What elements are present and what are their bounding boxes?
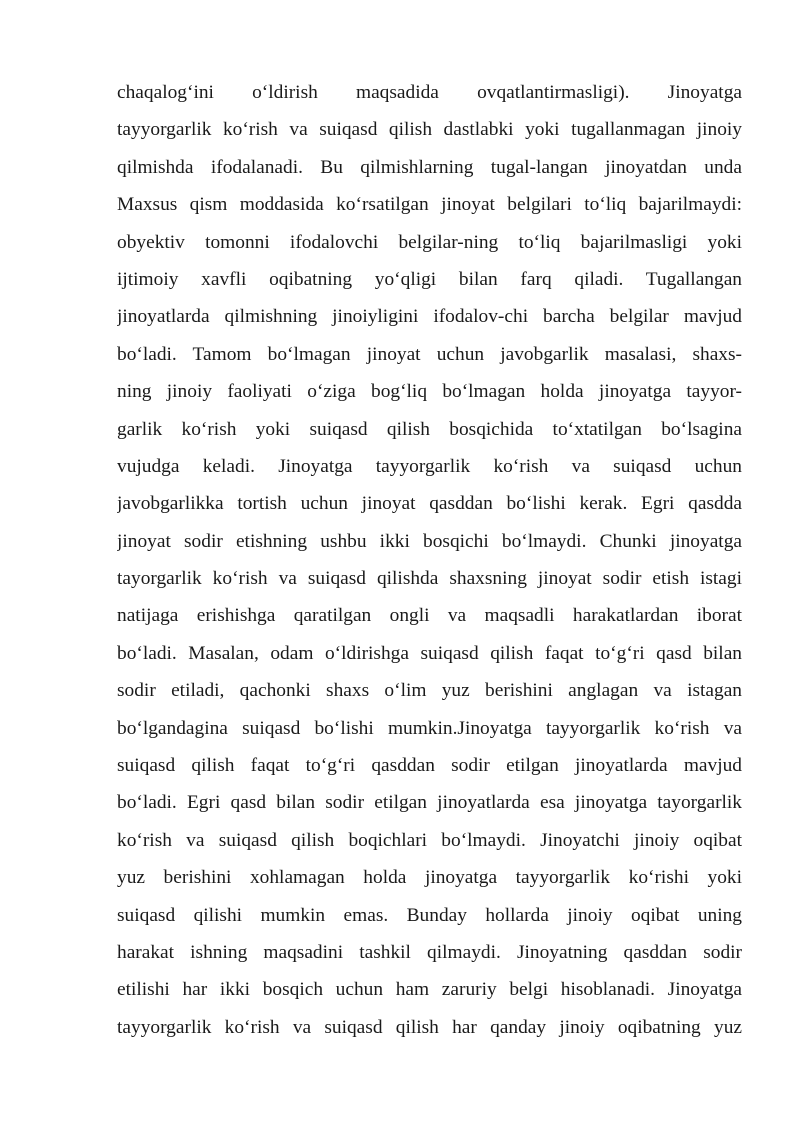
- text-line: jinoyatlarda qilmishning jinoiyligini ifodalov-chi barcha belgilar mavjud: [117, 306, 742, 328]
- text-line: bo‘ladi. Tamom bo‘lmagan jinoyat uchun javobgarlik masalasi, shaxs-: [117, 343, 742, 365]
- text-line: bo‘ladi. Egri qasd bilan sodir etilgan jinoyatlarda esa jinoyatga tayorgarlik: [117, 792, 742, 814]
- text-line: vujudga keladi. Jinoyatga tayyorgarlik ko‘rish va suiqasd uchun: [117, 455, 742, 477]
- text-line: qilmishda ifodalanadi. Bu qilmishlarning tugal-langan jinoyatdan unda: [117, 156, 742, 178]
- text-line: yuz berishini xohlamagan holda jinoyatga tayyorgarlik ko‘rishi yoki: [117, 867, 742, 889]
- text-line: ijtimoiy xavfli oqibatning yo‘qligi bilan farq qiladi. Tugallangan: [117, 268, 742, 290]
- text-line: suiqasd qilishi mumkin emas. Bunday hollarda jinoiy oqibat uning: [117, 904, 742, 926]
- text-line: tayyorgarlik ko‘rish va suiqasd qilish har qanday jinoiy oqibatning yuz: [117, 1016, 742, 1038]
- text-line: tayorgarlik ko‘rish va suiqasd qilishda shaxsning jinoyat sodir etish istagi: [117, 568, 742, 590]
- text-line: garlik ko‘rish yoki suiqasd qilish bosqichida to‘xtatilgan bo‘lsagina: [117, 418, 742, 440]
- text-line: javobgarlikka tortish uchun jinoyat qasddan bo‘lishi kerak. Egri qasdda: [117, 493, 742, 515]
- text-line: Maxsus qism moddasida ko‘rsatilgan jinoyat belgilari to‘liq bajarilmaydi:: [117, 194, 742, 216]
- text-line: natijaga erishishga qaratilgan ongli va maqsadli harakatlardan iborat: [117, 605, 742, 627]
- text-line: bo‘ladi. Masalan, odam o‘ldirishga suiqasd qilish faqat to‘g‘ri qasd bilan: [117, 642, 742, 664]
- text-line: ko‘rish va suiqasd qilish boqichlari bo‘lmaydi. Jinoyatchi jinoiy oqibat: [117, 829, 742, 851]
- text-line: harakat ishning maqsadini tashkil qilmaydi. Jinoyatning qasddan sodir: [117, 941, 742, 963]
- text-line: sodir etiladi, qachonki shaxs o‘lim yuz berishini anglagan va istagan: [117, 680, 742, 702]
- text-line: bo‘lgandagina suiqasd bo‘lishi mumkin.Jinoyatga tayyorgarlik ko‘rish va: [117, 717, 742, 739]
- text-line: suiqasd qilish faqat to‘g‘ri qasddan sodir etilgan jinoyatlarda mavjud: [117, 755, 742, 777]
- text-line: chaqalog‘ini o‘ldirish maqsadida ovqatlantirmasligi). Jinoyatga: [117, 82, 742, 103]
- text-line: tayyorgarlik ko‘rish va suiqasd qilish dastlabki yoki tugallanmagan jinoiy: [117, 119, 742, 141]
- body-paragraph: [117, 74, 742, 1046]
- text-line: ning jinoiy faoliyati o‘ziga bog‘liq bo‘lmagan holda jinoyatga tayyor-: [117, 381, 742, 403]
- text-line: etilishi har ikki bosqich uchun ham zaruriy belgi hisoblanadi. Jinoyatga: [117, 979, 742, 1001]
- text-line: jinoyat sodir etishning ushbu ikki bosqichi bo‘lmaydi. Chunki jinoyatga: [117, 530, 742, 552]
- text-line: obyektiv tomonni ifodalovchi belgilar-ning to‘liq bajarilmasligi yoki: [117, 231, 742, 253]
